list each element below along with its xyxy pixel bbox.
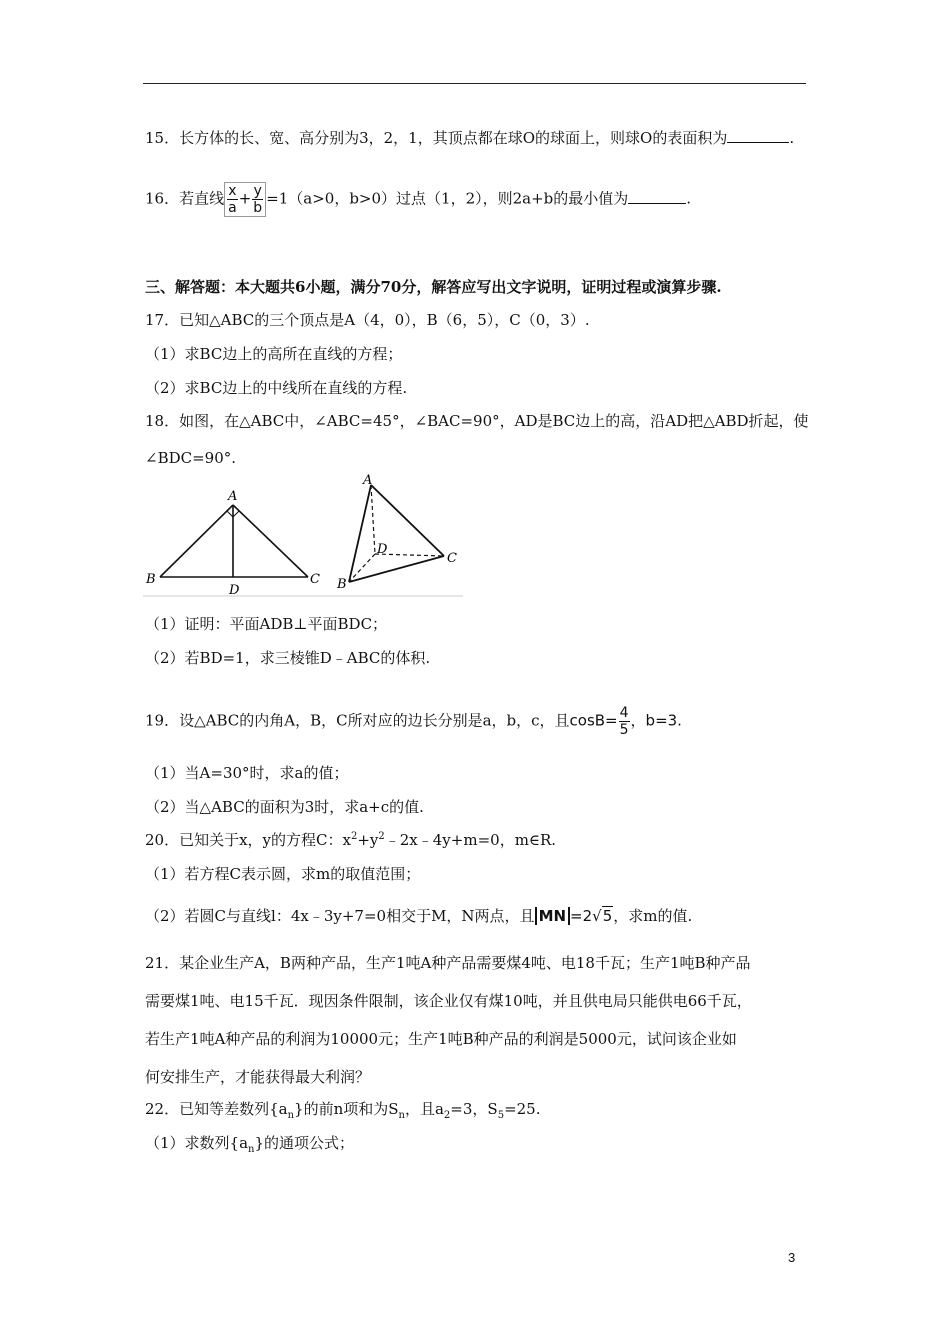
q20-stem-pre: 20．已知关于x，y的方程C：x <box>145 831 351 849</box>
question-15 <box>145 128 794 148</box>
q19-pre: 19．设△ABC的内角A，B，C所对应的边长分别是a，b，c，且 <box>145 711 570 730</box>
q22-stem <box>145 1099 541 1119</box>
q20-part1: （1）若方程C表示圆，求m的取值范围； <box>145 865 421 883</box>
q17-part2: （2）求BC边上的中线所在直线的方程. <box>145 379 408 397</box>
subscript-2: 2 <box>443 1110 451 1121</box>
frac-den: b <box>253 200 263 216</box>
label-C: C <box>310 572 320 587</box>
q20-stem <box>145 830 556 850</box>
q15-answer-blank <box>727 128 789 143</box>
superscript-2: 2 <box>350 831 358 842</box>
q22-part1 <box>145 1133 354 1153</box>
q16-frac-x-over-a <box>227 183 238 216</box>
q21-line2: 需要煤1吨、电15千瓦．现因条件限制，该企业仅有煤10吨，并且供电局只能供电66千瓦， <box>145 992 752 1010</box>
segment-AB <box>160 505 233 577</box>
edge-AB <box>349 485 371 582</box>
q21-line1: 21．某企业生产A，B两种产品，生产1吨A种产品需要煤4吨、电18千瓦；生产1吨B种产品 <box>145 954 751 972</box>
q17-part1: （1）求BC边上的高所在直线的方程； <box>145 345 403 363</box>
q15-text: 15．长方体的长、宽、高分别为3，2，1，其顶点都在球O的球面上，则球O的表面积为 <box>145 129 728 147</box>
q21-line4: 何安排生产，才能获得最大利润？ <box>145 1068 371 1086</box>
frac-num: x <box>228 183 237 199</box>
q19-part2: （2）当△ABC的面积为3时，求a+c的值. <box>145 798 424 816</box>
q18-stem-line2: ∠BDC=90°. <box>145 449 237 467</box>
label-D: D <box>377 542 388 557</box>
q15-end: . <box>789 129 795 147</box>
q16-post: =1（a>0，b>0）过点（1，2），则2a+b的最小值为 <box>266 189 629 208</box>
folded-pyramid-diagram <box>336 473 457 592</box>
label-D: D <box>229 583 240 598</box>
q20-part2-post: ，求m的值. <box>613 907 693 925</box>
q22-s4: =3，S <box>450 1100 498 1118</box>
q16-answer-blank <box>628 189 686 204</box>
q22-part1-a: （1）求数列{a <box>145 1134 249 1152</box>
frac-num: y <box>253 183 262 199</box>
label-B: B <box>146 572 156 587</box>
q17-stem: 17．已知△ABC的三个顶点是A（4，0），B（6，5），C（0，3）. <box>145 311 590 329</box>
frac-den: a <box>228 200 237 216</box>
label-A: A <box>363 473 373 488</box>
subscript-5: 5 <box>497 1110 505 1121</box>
frac-den: 5 <box>619 722 629 738</box>
q19-cosb: cosB= <box>569 711 618 730</box>
q20-stem-post: ﹣2x﹣4y+m=0，m∈R. <box>384 831 557 849</box>
label-A: A <box>228 489 238 504</box>
q16-pre: 16．若直线 <box>145 189 225 208</box>
edge-BC <box>349 556 444 582</box>
q19-post: ，b=3. <box>630 711 682 730</box>
q16-end: . <box>686 189 692 208</box>
section-3-heading: 三、解答题：本大题共6小题，满分70分，解答应写出文字说明，证明过程或演算步骤. <box>145 278 722 296</box>
q19-part1: （1）当A=30°时，求a的值； <box>145 764 349 782</box>
frac-num: 4 <box>619 705 629 721</box>
q18-part1: （1）证明：平面ADB⊥平面BDC； <box>145 615 388 633</box>
segment-AC <box>233 505 308 577</box>
edge-AD-hidden <box>371 485 375 554</box>
q18-figure <box>143 470 463 598</box>
subscript-n: n <box>248 1144 255 1155</box>
equals-2: =2 <box>570 907 593 925</box>
abs-mn: MN <box>535 907 570 925</box>
plus-sign: + <box>238 189 252 208</box>
q18-stem-line1: 18．如图，在△ABC中，∠ABC=45°，∠BAC=90°，AD是BC边上的高，沿AD把△ABD折起，使 <box>145 412 809 430</box>
q20-stem-mid: +y <box>357 831 379 849</box>
sqrt-symbol: √ <box>592 907 602 925</box>
q16-line-formula <box>224 182 266 217</box>
subscript-n: n <box>398 1110 405 1121</box>
question-16 <box>145 182 691 217</box>
subscript-n: n <box>287 1110 295 1121</box>
question-19 <box>145 705 682 738</box>
q22-s1: 22．已知等差数列{a <box>145 1100 288 1118</box>
q22-s2: }的前n项和为S <box>294 1100 399 1118</box>
q22-s5: =25. <box>504 1100 541 1118</box>
q22-s3: ，且a <box>404 1100 444 1118</box>
q20-part2 <box>145 906 692 926</box>
superscript-2: 2 <box>378 831 385 842</box>
q16-frac-y-over-b <box>252 183 263 216</box>
q19-frac-4-5 <box>619 705 630 738</box>
page-number: 3 <box>788 1250 796 1265</box>
q18-part2: （2）若BD=1，求三棱锥D﹣ABC的体积. <box>145 649 431 667</box>
flat-triangle-diagram <box>145 489 320 598</box>
q21-line3: 若生产1吨A种产品的利润为10000元；生产1吨B种产品的利润是5000元，试问该企业如 <box>145 1030 737 1048</box>
q20-part2-pre: （2）若圆C与直线l：4x﹣3y+7=0相交于M，N两点，且 <box>145 907 535 925</box>
label-B: B <box>337 577 347 592</box>
q22-part1-b: }的通项公式； <box>254 1134 355 1152</box>
sqrt-radicand: 5 <box>602 907 613 925</box>
header-rule <box>143 83 806 84</box>
label-C: C <box>447 551 457 566</box>
